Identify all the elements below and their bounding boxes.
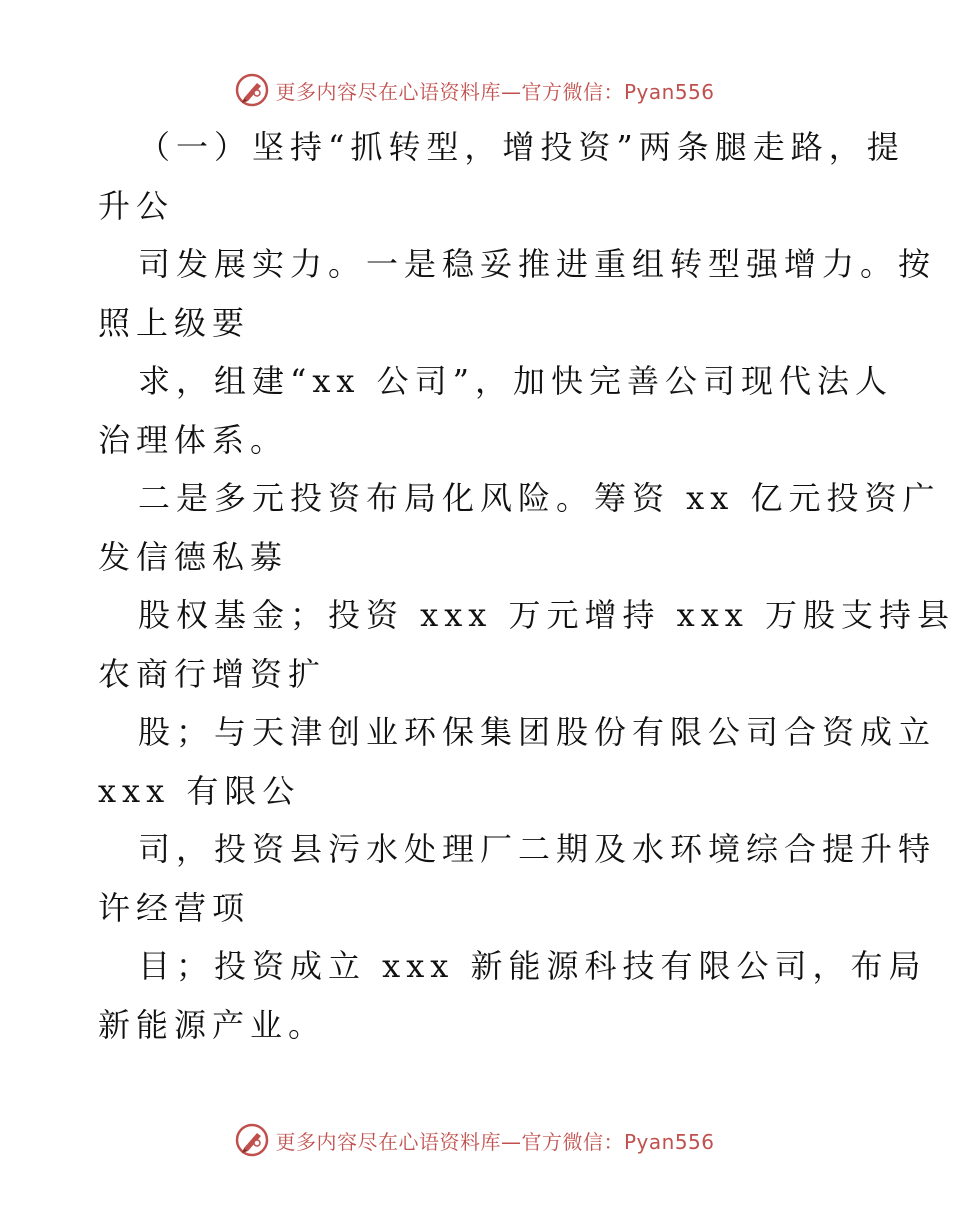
text-line: xxx 有限公 — [98, 771, 301, 810]
document-body — [98, 118, 955, 1054]
text-line: 治理体系。 — [98, 420, 289, 459]
text-line: 二是多元投资布局化风险。筹资 xx 亿元投资广 — [138, 479, 941, 517]
text-line: 司，投资县污水处理厂二期及水环境综合提升特 — [138, 830, 937, 868]
text-line: 照上级要 — [98, 303, 251, 342]
text-line: 股权基金；投资 xxx 万元增持 xxx 万股支持县 — [138, 596, 955, 634]
pen-logo-icon — [235, 1123, 269, 1157]
text-line: 发信德私募 — [98, 537, 289, 576]
text-line: 股；与天津创业环保集团股份有限公司合资成立 — [138, 713, 937, 751]
pen-logo-icon — [235, 73, 269, 107]
header-watermark — [0, 70, 950, 110]
footer-watermark — [0, 1120, 950, 1160]
text-line: 新能源产业。 — [98, 1005, 327, 1044]
text-line: 目；投资成立 xxx 新能源科技有限公司，布局 — [138, 947, 927, 985]
watermark-text: 更多内容尽在心语资料库—官方微信：Pyan556 — [275, 1129, 715, 1154]
text-line: 农商行增资扩 — [98, 654, 327, 693]
text-line: 升公 — [98, 186, 175, 225]
text-line: 司发展实力。一是稳妥推进重组转型强增力。按 — [138, 245, 937, 283]
watermark-text: 更多内容尽在心语资料库—官方微信：Pyan556 — [275, 79, 715, 104]
text-line: 求，组建“xx 公司”，加快完善公司现代法人 — [138, 362, 893, 400]
text-line: （一）坚持“抓转型，增投资”两条腿走路，提 — [138, 128, 905, 166]
text-line: 许经营项 — [98, 888, 251, 927]
